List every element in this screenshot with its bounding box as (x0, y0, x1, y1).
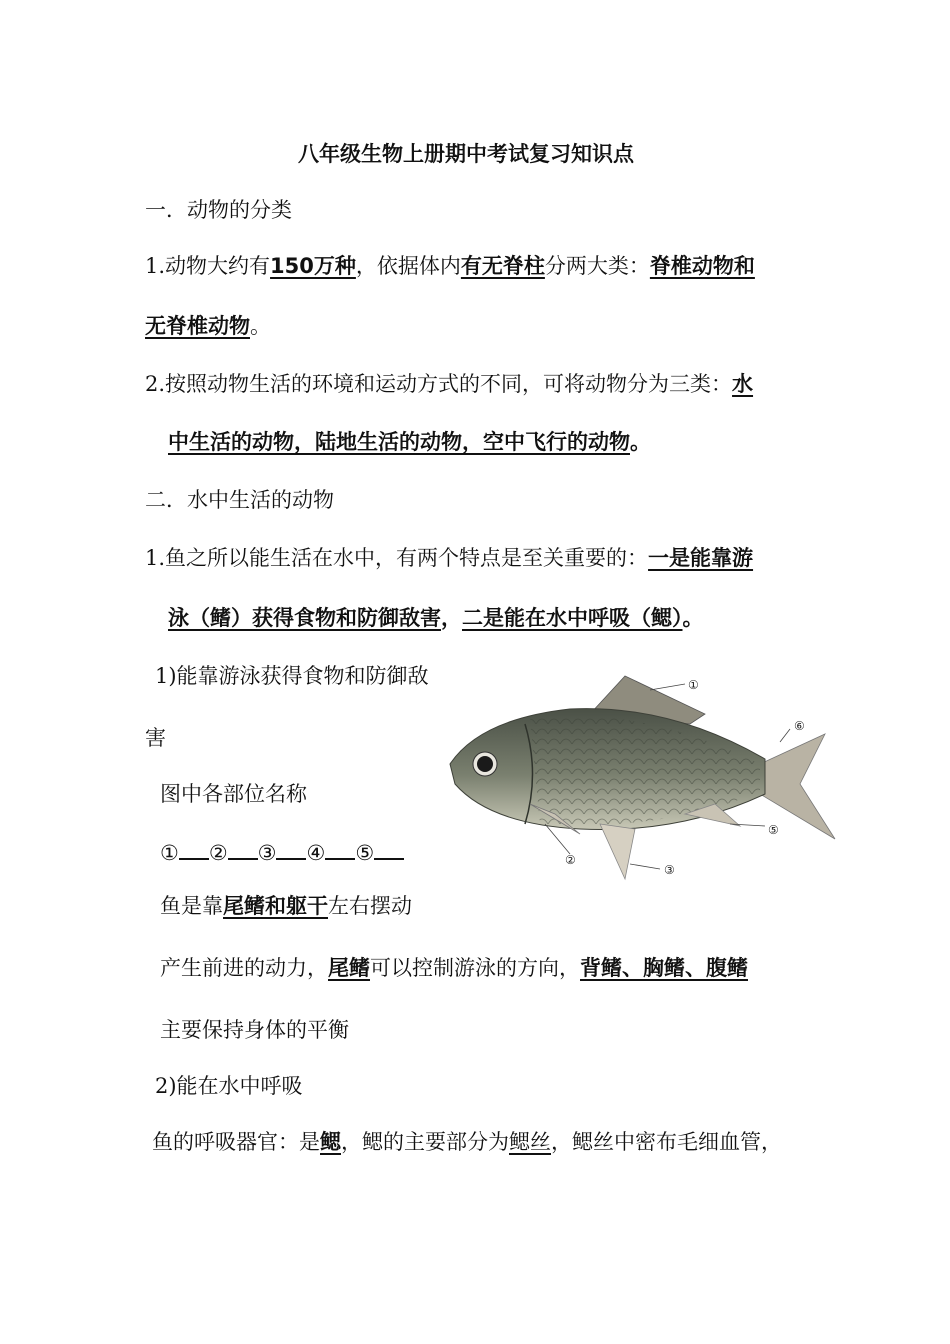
parts-blanks (160, 838, 404, 867)
underlined-answer: 背鳍、胸鳍、腹鳍 (580, 956, 748, 980)
underlined-answer: 脊椎动物和 (649, 254, 755, 278)
pelvic-fin (600, 824, 635, 879)
text: 可以控制游泳的方向， (370, 956, 580, 980)
subheading-swim: 1)能靠游泳获得食物和防御敌 (155, 664, 429, 688)
underlined-answer: 尾鳍 (328, 956, 370, 980)
page-title: 八年级生物上册期中考试复习知识点 (298, 142, 634, 166)
paragraph-3-line-2 (168, 604, 704, 632)
num-3: ③ (257, 841, 277, 865)
subheading-breathe: 2)能在水中呼吸 (155, 1074, 303, 1098)
callout-line-6 (780, 729, 790, 742)
text: 。 (250, 314, 271, 338)
paragraph-2-line-2 (168, 428, 651, 456)
text: ，依据体内 (355, 254, 461, 278)
underlined-answer: 二是能在水中呼吸（鳃） (462, 606, 683, 630)
section-heading-1: 一．动物的分类 (145, 198, 292, 222)
text: ，鳃的主要部分为 (341, 1130, 509, 1154)
text: 左右摆动 (328, 894, 412, 918)
underlined-answer: 鳃丝 (509, 1130, 551, 1154)
paragraph-3-line-1 (145, 544, 753, 572)
text: 1.鱼之所以能生活在水中，有两个特点是至关重要的： (145, 546, 649, 570)
text: 1.动物大约有 (145, 254, 271, 278)
num-1: ① (160, 841, 179, 865)
underlined-answer: 水 (732, 372, 754, 396)
callout-label-5: ⑤ (768, 823, 779, 837)
text: ，鳃丝中密布毛细血管， (551, 1130, 782, 1154)
respiration-text (152, 1128, 782, 1156)
blank-4[interactable] (325, 838, 355, 860)
underlined-answer: 无脊椎动物 (145, 314, 250, 338)
underlined-answer: 鳃 (320, 1130, 341, 1154)
paragraph-1-line-2 (145, 312, 271, 340)
subheading-swim-cont: 害 (145, 726, 166, 750)
callout-label-3: ③ (664, 863, 675, 877)
underlined-answer: 有无脊柱 (460, 254, 545, 278)
fish-pupil (477, 756, 493, 772)
text: 分两大类： (544, 254, 650, 278)
underlined-answer: 泳（鳍）获得食物和防御敌害 (168, 606, 441, 630)
text: 鱼的呼吸器官：是 (152, 1130, 320, 1154)
text: 产生前进的动力， (160, 956, 328, 980)
text: 2.按照动物生活的环境和运动方式的不同，可将动物分为三类： (145, 372, 733, 396)
num-5: ⑤ (355, 841, 375, 865)
blank-1[interactable] (179, 838, 209, 860)
section-heading-2: 二．水中生活的动物 (145, 488, 334, 512)
text: 。 (682, 606, 704, 630)
callout-label-1: ① (688, 678, 699, 692)
blank-2[interactable] (228, 838, 258, 860)
parts-label: 图中各部位名称 (160, 782, 307, 806)
underlined-answer: 150万种 (270, 254, 356, 278)
fish-diagram (440, 664, 840, 894)
paragraph-1-line-1 (145, 252, 755, 280)
callout-label-2: ② (565, 853, 576, 867)
underlined-answer: 中生活的动物，陆地生活的动物，空中飞行的动物 (168, 430, 630, 454)
blank-5[interactable] (374, 838, 404, 860)
underlined-answer: 一是能靠游 (648, 546, 754, 570)
underlined-answer: 尾鳍和躯干 (223, 894, 328, 918)
blank-3[interactable] (276, 838, 306, 860)
text: 鱼是靠 (160, 894, 223, 918)
callout-line-1 (650, 684, 685, 690)
num-4: ④ (306, 841, 326, 865)
num-2: ② (208, 841, 228, 865)
callout-label-6: ⑥ (794, 719, 805, 733)
fin-text-3: 主要保持身体的平衡 (160, 1018, 349, 1042)
fin-text-1 (160, 892, 412, 920)
fin-text-2 (160, 954, 748, 982)
text: 。 (630, 430, 651, 454)
paragraph-2-line-1 (145, 370, 753, 398)
text: ， (441, 606, 462, 630)
callout-line-3 (630, 864, 660, 869)
